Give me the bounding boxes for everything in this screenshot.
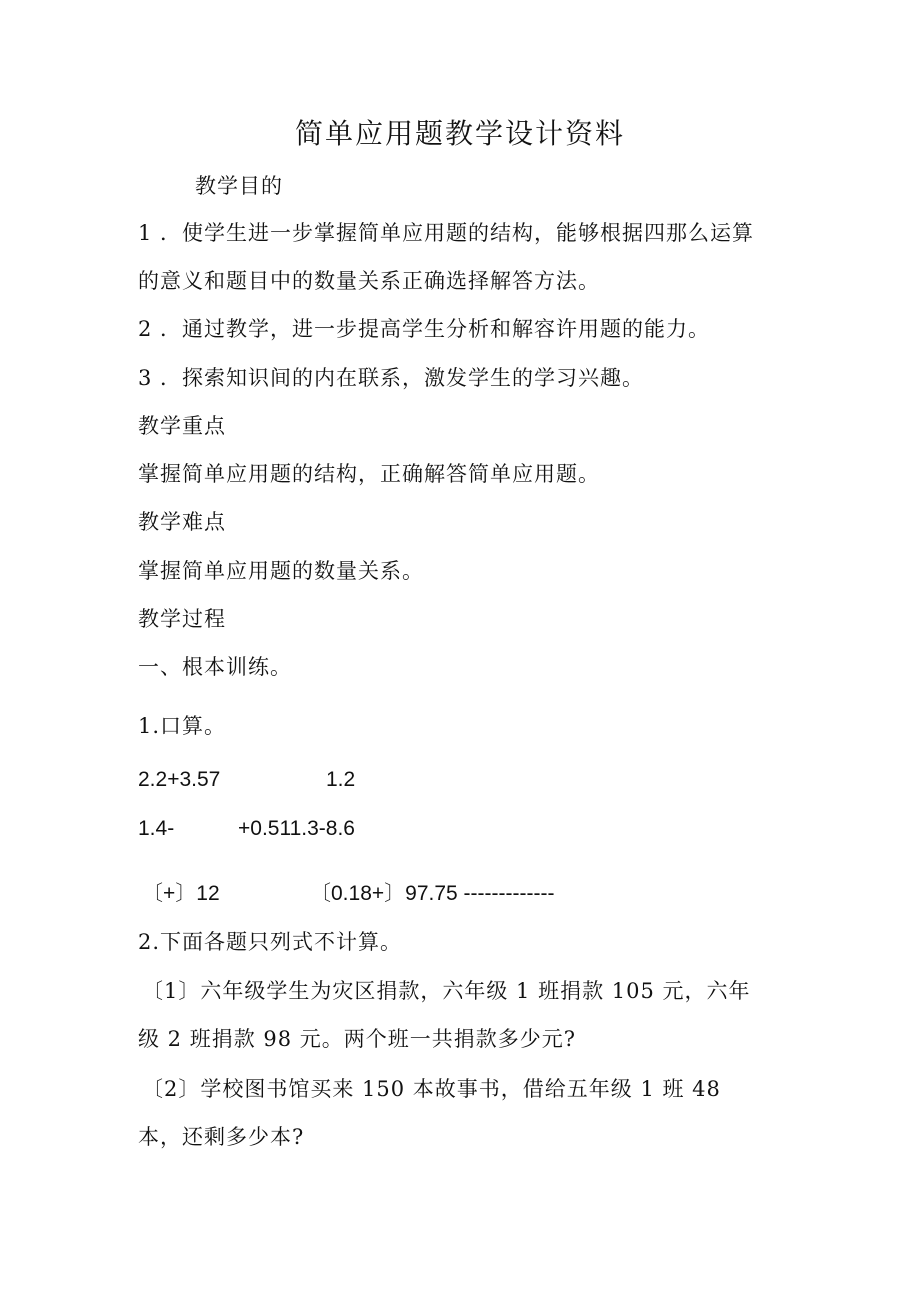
problem-2-line-1: 〔2〕学校图书馆买来 150 本故事书，借给五年级 1 班 48 xyxy=(142,1077,721,1101)
calc-row-3-b: 〔0.18+〕97.75 ------------- xyxy=(310,882,555,905)
objective-3: 3 ．探索知识间的内在联系，激发学生的学习兴趣。 xyxy=(138,366,645,390)
problem-2-line-2: 本，还剩多少本? xyxy=(138,1125,305,1149)
calc-row-2-a: 1.4- xyxy=(138,817,175,840)
section-1-heading: 一、根本训练。 xyxy=(138,655,292,679)
calc-row-3-a: 〔+〕12 xyxy=(142,882,220,905)
key-point-text: 掌握简单应用题的结构，正确解答简单应用题。 xyxy=(138,462,600,486)
process-heading: 教学过程 xyxy=(138,607,226,631)
objectives-heading: 教学目的 xyxy=(195,174,283,198)
exercise-1-label: 1.口算。 xyxy=(138,714,227,738)
difficulty-text: 掌握简单应用题的数量关系。 xyxy=(138,559,424,583)
exercise-2-label: 2.下面各题只列式不计算。 xyxy=(138,930,403,954)
objective-1-line-1: 1 ．使学生进一步掌握简单应用题的结构，能够根据四那么运算 xyxy=(138,221,755,245)
objective-2: 2 ．通过教学，进一步提高学生分析和解容许用题的能力。 xyxy=(138,317,711,341)
objective-1-line-2: 的意义和题目中的数量关系正确选择解答方法。 xyxy=(138,269,600,293)
problem-1-line-2: 级 2 班捐款 98 元。两个班一共捐款多少元? xyxy=(138,1027,577,1051)
difficulty-heading: 教学难点 xyxy=(138,510,226,534)
calc-row-1-a: 2.2+3.57 xyxy=(138,768,221,791)
document-title: 简单应用题教学设计资料 xyxy=(294,117,625,150)
key-point-heading: 教学重点 xyxy=(138,414,226,438)
calc-row-1-b: 1.2 xyxy=(326,768,356,791)
calc-row-2-b: +0.511.3-8.6 xyxy=(238,817,355,840)
problem-1-line-1: 〔1〕六年级学生为灾区捐款，六年级 1 班捐款 105 元，六年 xyxy=(142,979,751,1003)
